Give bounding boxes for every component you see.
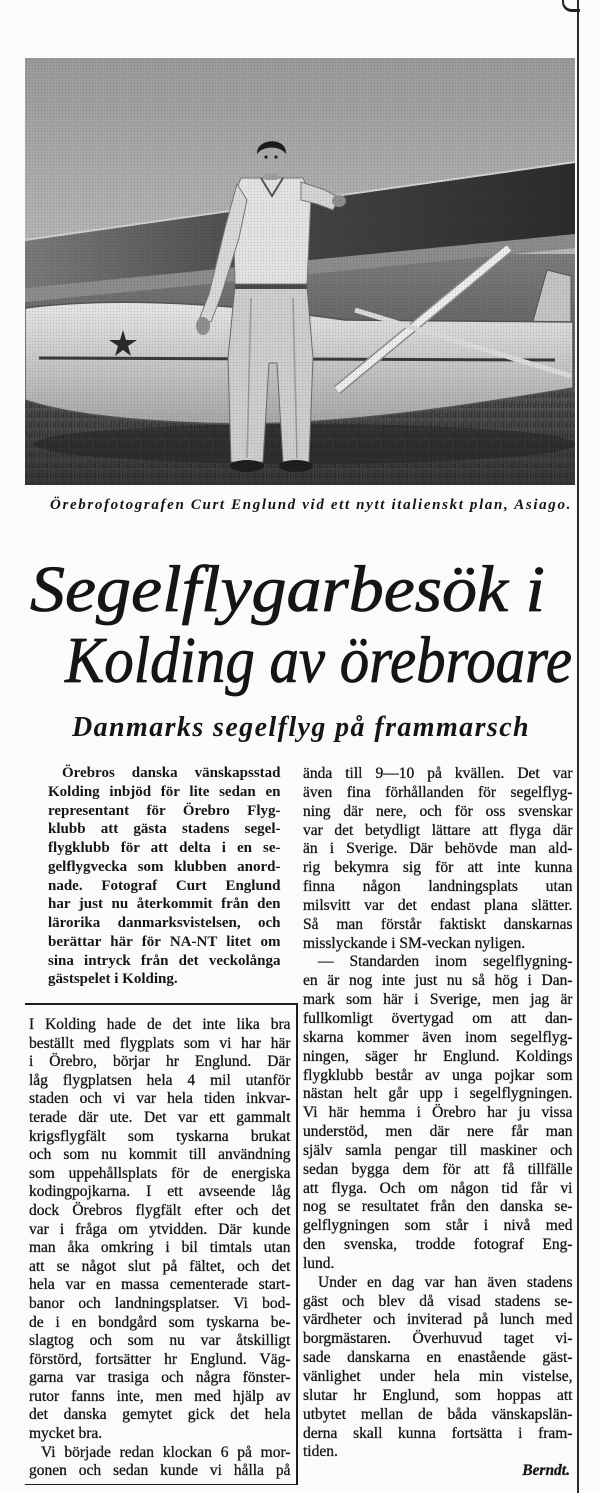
text-line: lund. bbox=[303, 1254, 335, 1272]
halftone-overlay bbox=[25, 58, 575, 485]
text-line: flygklubb består av unga pojkar som bbox=[303, 1066, 573, 1084]
text-line: — Standarden inom segelflygning- bbox=[318, 953, 573, 971]
left-column bbox=[29, 1016, 291, 1481]
text-line: flygklubb för att delta i en se- bbox=[48, 840, 281, 856]
text-line: slagtog och som nu var åtskilligt bbox=[29, 1332, 291, 1350]
photo-caption: Örebrofotografen Curt Englund vid ett nytt italienskt plan, Asiago. bbox=[50, 497, 572, 513]
text-line: värdheter och inviterad på lunch med bbox=[303, 1311, 573, 1329]
corner-mark bbox=[562, 0, 580, 12]
text-line: att flyga. Och om någon tid får vi bbox=[303, 1179, 573, 1197]
text-line: krigsflygfält som tyskarna brukat bbox=[29, 1127, 291, 1145]
text-line: I Kolding hade de det inte lika bra bbox=[29, 1016, 291, 1033]
text-line: derna skall kunna fortsätta i fram- bbox=[303, 1424, 573, 1442]
text-line: ända till 9—10 på kvällen. Det var bbox=[303, 765, 573, 782]
page-border bbox=[577, 0, 579, 1493]
body-paragraph bbox=[303, 1274, 573, 1462]
lead-rule bbox=[25, 1003, 297, 1005]
text-line: fullkomligt övertygad om att dan- bbox=[303, 1009, 573, 1027]
text-line: understöd, men där nere får man bbox=[303, 1123, 573, 1141]
text-line: har just nu återkommit från den bbox=[48, 896, 281, 913]
text-line: att se något slut på fältet, och det bbox=[29, 1257, 291, 1275]
text-line: representant för Örebro Flyg- bbox=[48, 802, 281, 819]
body-paragraph bbox=[303, 765, 573, 953]
text-line: lärorika danmarksvistelsen, och bbox=[48, 915, 281, 931]
text-line: slutar hr Englund, som hoppas att bbox=[303, 1386, 573, 1404]
text-line: var i fråga om ytvidden. Där kunde bbox=[29, 1220, 291, 1238]
text-line: gelflygvecka som klubben anord- bbox=[48, 858, 281, 875]
text-line: var det betydligt lättare att flyga där bbox=[303, 821, 573, 839]
text-line: hela var en massa cementerade start- bbox=[29, 1276, 291, 1294]
byline: Berndt. bbox=[522, 1462, 570, 1480]
text-line: utbytet mellan de båda vänskapslän- bbox=[303, 1405, 573, 1423]
text-line: garna var trasiga och några fönster- bbox=[29, 1369, 291, 1387]
text-line: terade där ute. Det var ett gammalt bbox=[29, 1108, 291, 1126]
body-paragraph bbox=[303, 953, 573, 1273]
photo bbox=[25, 58, 575, 485]
text-line: Vi började redan klockan 6 på mor- bbox=[41, 1443, 291, 1461]
text-line: sina intryck från det veckolånga bbox=[48, 952, 281, 969]
text-line: banor och landningsplatser. Vi bod- bbox=[29, 1294, 291, 1312]
body-paragraph bbox=[29, 1016, 291, 1444]
text-line: ning där nere, och för oss svenskar bbox=[303, 802, 573, 820]
text-line: gästspelet i Kolding. bbox=[48, 971, 178, 988]
text-line: mycket bra. bbox=[29, 1425, 103, 1443]
text-line: som uppehållsplats för de energiska bbox=[29, 1164, 291, 1182]
text-line: ningen, säger hr Englund. Koldings bbox=[303, 1047, 573, 1065]
body-paragraph bbox=[29, 1444, 291, 1481]
text-line: klubb att gästa stadens segel- bbox=[48, 821, 281, 838]
text-line: rig bekymra sig för att inte kunna bbox=[303, 859, 573, 877]
lead-paragraph bbox=[48, 764, 281, 989]
text-line: än i Sverige. Där behövde man ald- bbox=[303, 840, 573, 858]
text-line: sade danskarna en enastående gäst- bbox=[303, 1349, 573, 1367]
text-line: misslyckande i SM-veckan nyligen. bbox=[303, 934, 526, 952]
text-line: Örebros danska vänskapsstad bbox=[62, 765, 281, 781]
headline-line-2: Kolding av örebroare bbox=[65, 624, 572, 697]
text-line: Vi här hemma i Örebro har ju vissa bbox=[303, 1104, 573, 1122]
text-line: rutor fanns inte, men med hjälp av bbox=[29, 1387, 291, 1405]
text-line: vänlighet under hela min vistelse, bbox=[303, 1368, 573, 1385]
text-line: de i en bondgård som tyskarna be- bbox=[29, 1313, 291, 1331]
text-line: finna någon landningsplats utan bbox=[303, 878, 573, 896]
text-line: berättar här för NA-NT litet om bbox=[48, 933, 281, 950]
text-line: tiden. bbox=[303, 1443, 338, 1461]
text-line: mark som här i Sverige, men jag är bbox=[303, 991, 573, 1009]
text-line: och som nu kommit till användning bbox=[29, 1146, 291, 1164]
right-column bbox=[303, 765, 573, 1481]
text-line: borgmästaren. Överhuvud taget vi- bbox=[303, 1330, 573, 1348]
text-line: en är nog inte just nu så hög i Dan- bbox=[303, 972, 573, 990]
subheadline: Danmarks segelflyg på frammarsch bbox=[72, 712, 530, 743]
text-line: man åka omkring i bil timtals utan bbox=[29, 1239, 291, 1257]
text-line: milsvitt var det endast plana slätter. bbox=[303, 896, 573, 914]
column-rule bbox=[296, 1003, 298, 1485]
text-line: dock Örebros flygfält efter och det bbox=[29, 1201, 291, 1219]
text-line: gonen och sedan kunde vi hålla på bbox=[29, 1462, 291, 1480]
text-line: gelflygningen som står i nivå med bbox=[303, 1217, 573, 1235]
text-line: staden och vi var hela tiden inkvar- bbox=[29, 1090, 291, 1108]
headline-line-1: Segelflygarbesök i bbox=[30, 553, 545, 626]
text-line: sedan bygga dem för att få tillfälle bbox=[303, 1160, 573, 1178]
text-line: Kolding inbjöd för lite sedan en bbox=[48, 783, 281, 800]
text-line: själv samla pengar till maskiner och bbox=[303, 1141, 573, 1159]
lead-block bbox=[48, 764, 281, 989]
text-line: i Örebro, börjar hr Englund. Där bbox=[29, 1053, 291, 1071]
text-line: gäst och blev då visad stadens se- bbox=[303, 1292, 573, 1310]
text-line: beställt med flygplats som vi har här bbox=[29, 1034, 291, 1052]
text-line: även fina förhållanden för segelflyg- bbox=[303, 783, 573, 801]
text-line: kodingpojkarna. I ett avseende låg bbox=[29, 1183, 291, 1201]
text-line: nade. Fotograf Curt Englund bbox=[48, 877, 281, 894]
text-line: skarna kommer även inom segelflyg- bbox=[303, 1028, 573, 1046]
text-line: förstörd, fortsätter hr Englund. Väg- bbox=[29, 1350, 291, 1368]
text-line: Under en dag var han även stadens bbox=[318, 1273, 573, 1291]
text-line: låg flygplatsen hela 4 mil utanför bbox=[29, 1071, 291, 1089]
bottom-rule bbox=[25, 1484, 297, 1485]
text-line: nästan helt går upp i segelflygningen. bbox=[303, 1085, 573, 1103]
text-line: den svenska, trodde fotograf Eng- bbox=[303, 1236, 573, 1254]
text-line: nog se resultatet från den danska se- bbox=[303, 1198, 573, 1216]
text-line: Så man förstår faktiskt danskarnas bbox=[303, 915, 573, 933]
text-line: det danska gemytet gick det hela bbox=[29, 1406, 291, 1424]
